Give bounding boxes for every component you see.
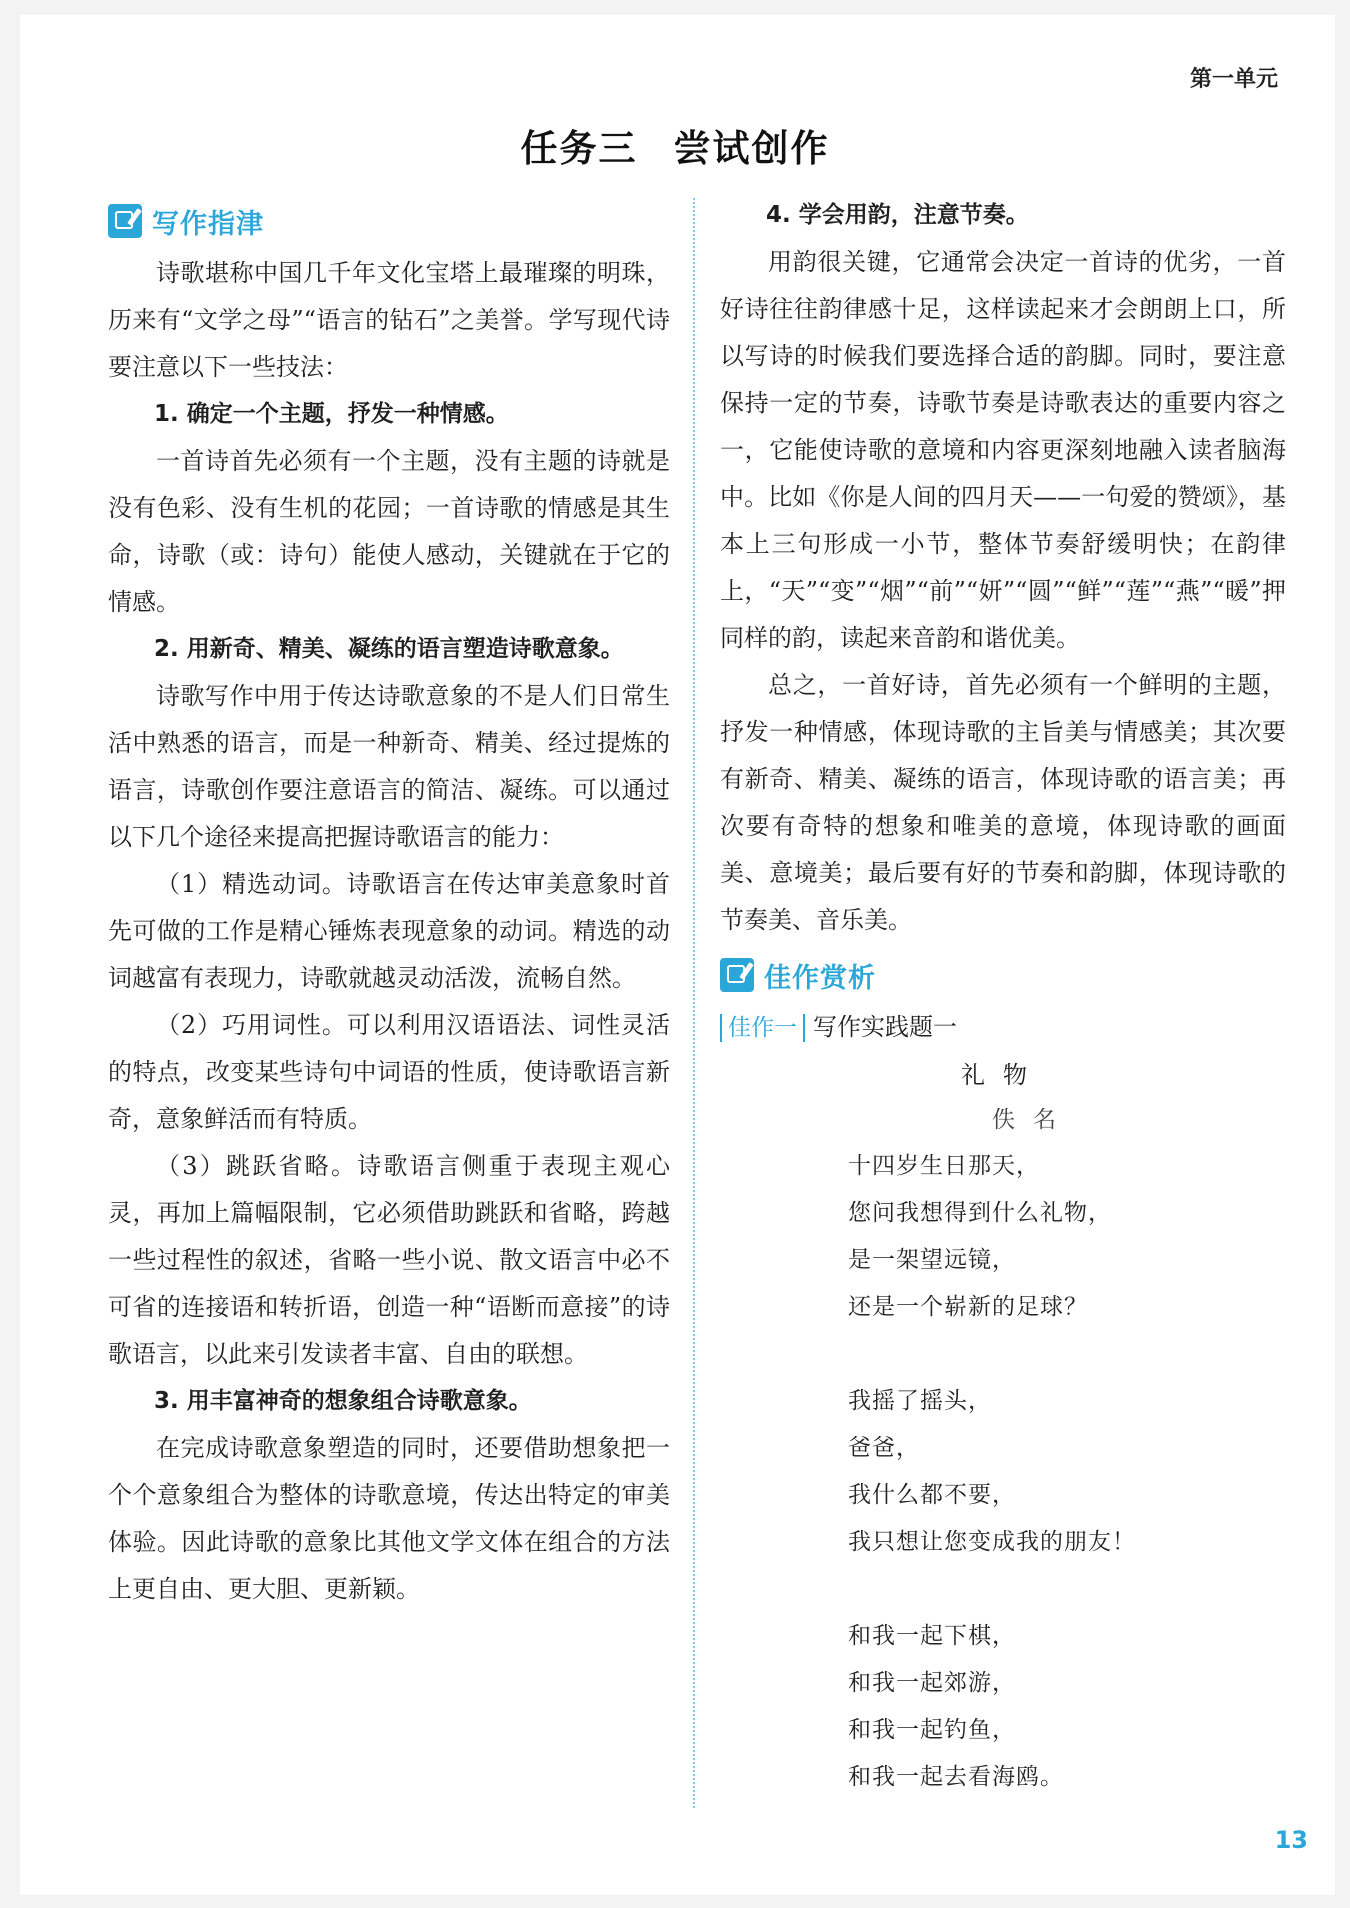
point-heading-3: 3. 用丰富神奇的想象组合诗歌意象。 xyxy=(154,1388,532,1414)
title-part1: 任务三 xyxy=(520,127,638,170)
poem-line: 爸爸， xyxy=(848,1435,920,1461)
poem-line: 您问我想得到什么礼物， xyxy=(848,1200,1112,1226)
poem-line: 我什么都不要， xyxy=(848,1482,1016,1508)
paragraph: 在完成诗歌意象塑造的同时，还要借助想象把一个个意象组合为整体的诗歌意境，传达出特定的审美体验。因此诗歌的意象比其他文学文体在组合的方法上更自由、更大胆、更新颖。 xyxy=(108,1434,670,1603)
left-column xyxy=(108,198,670,1613)
poem xyxy=(848,1143,1286,1801)
poem-author: 佚名 xyxy=(992,1107,1074,1133)
point-heading-4: 4. 学会用韵，注意节奏。 xyxy=(766,202,1029,228)
paragraph: 用韵很关键，它通常会决定一首诗的优劣，一首好诗往往韵律感十足，这样读起来才会朗朗上口，所以写诗的时候我们要选择合适的韵脚。同时，要注意保持一定的节奏，诗歌节奏是诗歌表达的重要内容之一，它能使诗歌的意境和内容更深刻地融入读者脑海中。比如《你是人间的四月天——一句爱的赞颂》，基本上三句形成一小节，整体节奏舒缓明快；在韵律上，“天”“变”“烟”“前”“妍”“圆”“鲜”“莲”“燕”“暖”押同样的韵，读起来音韵和谐优美。 xyxy=(720,248,1286,652)
paragraph: 总之，一首好诗，首先必须有一个鲜明的主题，抒发一种情感，体现诗歌的主旨美与情感美；其次要有新奇、精美、凝练的语言，体现诗歌的语言美；再次要有奇特的想象和唯美的意境，体现诗歌的画面美、意境美；最后要有好的节奏和韵脚，体现诗歌的节奏美、音乐美。 xyxy=(720,671,1286,934)
poem-line: 和我一起去看海鸥。 xyxy=(848,1764,1064,1790)
example-tag-title: 写作实践题一 xyxy=(813,1013,957,1041)
poem-line: 和我一起郊游， xyxy=(848,1670,1016,1696)
unit-label: 第一单元 xyxy=(1189,67,1278,92)
section-heading-label: 写作指津 xyxy=(152,208,264,240)
section-heading-appreciation xyxy=(720,952,1286,998)
section-heading-writing-guide xyxy=(108,198,670,244)
poem-line: 十四岁生日那天， xyxy=(848,1153,1040,1179)
poem-line: 我摇了摇头， xyxy=(848,1388,992,1414)
appreciation-icon xyxy=(720,958,754,992)
page-title xyxy=(0,118,1350,172)
page-number: 13 xyxy=(1274,1826,1308,1854)
point-heading-1: 1. 确定一个主题，抒发一种情感。 xyxy=(154,401,509,427)
poem-title: 礼物 xyxy=(961,1061,1045,1089)
point-heading-2: 2. 用新奇、精美、凝练的语言塑造诗歌意象。 xyxy=(154,636,624,662)
example-tag: 佳作一 xyxy=(720,1014,805,1042)
poem-line: 和我一起钓鱼， xyxy=(848,1717,1016,1743)
paragraph: （1）精选动词。诗歌语言在传达审美意象时首先可做的工作是精心锤炼表现意象的动词。精选的动词越富有表现力，诗歌就越灵动活泼，流畅自然。 xyxy=(108,870,670,992)
title-part2: 尝试创作 xyxy=(673,127,830,170)
paragraph: 一首诗首先必须有一个主题，没有主题的诗就是没有色彩、没有生机的花园；一首诗歌的情感是其生命，诗歌（或：诗句）能使人感动，关键就在于它的情感。 xyxy=(108,447,670,616)
writing-guide-icon xyxy=(108,204,142,238)
intro-paragraph: 诗歌堪称中国几千年文化宝塔上最璀璨的明珠，历来有“文学之母”“语言的钻石”之美誉。学写现代诗要注意以下一些技法： xyxy=(108,259,670,381)
poem-line: 和我一起下棋， xyxy=(848,1623,1016,1649)
right-column xyxy=(720,198,1286,1801)
example-tag-line xyxy=(720,1004,1286,1051)
paragraph: （3）跳跃省略。诗歌语言侧重于表现主观心灵，再加上篇幅限制，它必须借助跳跃和省略，跨越一些过程性的叙述，省略一些小说、散文语言中必不可省的连接语和转折语，创造一种“语断而意接”的诗歌语言，以此来引发读者丰富、自由的联想。 xyxy=(108,1152,670,1368)
paragraph: 诗歌写作中用于传达诗歌意象的不是人们日常生活中熟悉的语言，而是一种新奇、精美、经过提炼的语言，诗歌创作要注意语言的简洁、凝练。可以通过以下几个途径来提高把握诗歌语言的能力： xyxy=(108,682,670,851)
poem-line: 我只想让您变成我的朋友！ xyxy=(848,1529,1136,1555)
paragraph: （2）巧用词性。可以利用汉语语法、词性灵活的特点，改变某些诗句中词语的性质，使诗歌语言新奇，意象鲜活而有特质。 xyxy=(108,1011,670,1133)
section-heading-label: 佳作赏析 xyxy=(764,962,876,994)
poem-line: 是一架望远镜， xyxy=(848,1247,1016,1273)
column-divider xyxy=(693,198,695,1808)
poem-line: 还是一个崭新的足球？ xyxy=(848,1294,1088,1320)
